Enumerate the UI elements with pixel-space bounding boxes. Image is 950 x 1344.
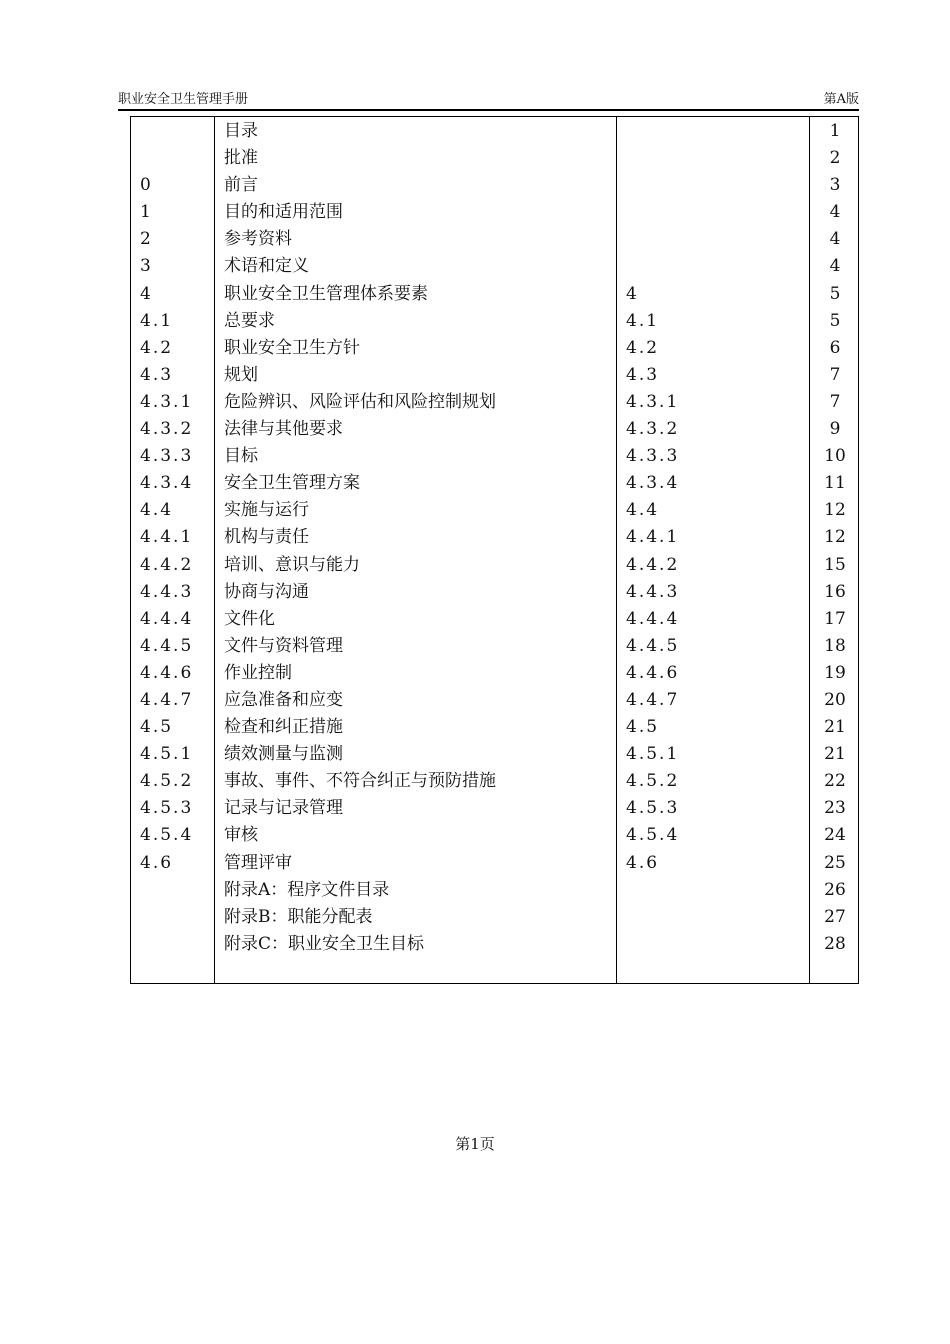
- toc-row: [131, 850, 858, 877]
- page-number-cell: 23: [824, 798, 846, 819]
- section-number: 4.3.4: [140, 473, 194, 494]
- section-title: 应急准备和应变: [224, 689, 343, 710]
- section-number: 4.1: [140, 310, 174, 331]
- toc-row: [131, 524, 858, 551]
- toc-row: [131, 172, 858, 199]
- section-number: 4.5.4: [140, 825, 194, 846]
- page-number-cell: 22: [824, 771, 846, 792]
- clause-reference: 4: [626, 283, 639, 304]
- section-title: 术语和定义: [224, 256, 309, 277]
- section-title: 安全卫生管理方案: [224, 473, 360, 494]
- toc-row: [131, 335, 858, 362]
- section-number: 4.6: [140, 852, 174, 873]
- page-number-cell: 27: [824, 906, 846, 927]
- page-number-cell: 9: [829, 419, 841, 440]
- page-number-cell: 1: [829, 121, 841, 141]
- toc-row: [131, 281, 858, 308]
- toc-row: [131, 795, 858, 822]
- section-number: 4.5.1: [140, 744, 194, 765]
- clause-reference: 4.5.2: [626, 771, 680, 792]
- clause-reference: 4.5.1: [626, 744, 680, 765]
- toc-row: [131, 714, 858, 741]
- toc-row: [131, 931, 858, 958]
- page-number-cell: 21: [824, 717, 846, 738]
- section-number: 4.4.7: [140, 689, 194, 710]
- clause-reference: 4.4.4: [626, 608, 680, 629]
- toc-row: [131, 362, 858, 389]
- toc-row: [131, 904, 858, 931]
- section-title: 规划: [224, 364, 258, 385]
- toc-row: [131, 768, 858, 795]
- toc-row: [131, 606, 858, 633]
- toc-row: [131, 443, 858, 470]
- page-number-cell: 12: [824, 500, 846, 521]
- section-title: 附录B：职能分配表: [224, 906, 373, 927]
- section-title: 法律与其他要求: [224, 419, 343, 440]
- page-number-cell: 4: [829, 202, 841, 223]
- section-number: 4.4.3: [140, 581, 194, 602]
- section-title: 危险辨识、风险评估和风险控制规划: [224, 391, 496, 412]
- section-title: 文件与资料管理: [224, 635, 343, 656]
- clause-reference: 4.3.2: [626, 419, 680, 440]
- page-header: [118, 90, 859, 109]
- section-title: 培训、意识与能力: [224, 554, 360, 575]
- clause-reference: 4.5.4: [626, 825, 680, 846]
- section-title: 附录A：程序文件目录: [224, 879, 390, 900]
- section-number: 4.4.2: [140, 554, 194, 575]
- clause-reference: 4.6: [626, 852, 660, 873]
- page-number-cell: 10: [824, 446, 846, 467]
- section-title: 文件化: [224, 608, 275, 629]
- toc-table: [130, 116, 859, 984]
- clause-reference: 4.4: [626, 500, 660, 521]
- clause-reference: 4.3.3: [626, 446, 680, 467]
- section-title: 协商与沟通: [224, 581, 309, 602]
- page-number-cell: 5: [829, 283, 841, 304]
- section-number: 4: [140, 283, 153, 304]
- section-title: 职业安全卫生管理体系要素: [224, 283, 428, 304]
- toc-row: [131, 145, 858, 172]
- toc-row: [131, 389, 858, 416]
- toc-row: [131, 118, 858, 145]
- section-number: 4.4.6: [140, 662, 194, 683]
- section-number: 1: [140, 202, 153, 223]
- section-number: 3: [140, 256, 153, 277]
- clause-reference: 4.3: [626, 364, 660, 385]
- toc-row: [131, 822, 858, 849]
- section-title: 批准: [224, 148, 258, 169]
- section-number: 4.4.5: [140, 635, 194, 656]
- page-number-cell: 4: [829, 229, 841, 250]
- page-number-cell: 26: [824, 879, 846, 900]
- toc-row: [131, 253, 858, 280]
- header-rule: [118, 109, 859, 111]
- section-title: 附录C：职业安全卫生目标: [224, 933, 425, 954]
- section-title: 机构与责任: [224, 527, 309, 548]
- section-number: 2: [140, 229, 153, 250]
- clause-reference: 4.4.5: [626, 635, 680, 656]
- section-number: 4.4.1: [140, 527, 194, 548]
- toc-row: [131, 877, 858, 904]
- section-number: 4.5.3: [140, 798, 194, 819]
- toc-row: [131, 199, 858, 226]
- page-number-cell: 20: [824, 689, 846, 710]
- page-number-cell: 18: [824, 635, 846, 656]
- section-number: 4.2: [140, 337, 174, 358]
- toc-row: [131, 308, 858, 335]
- section-number: 4.4.4: [140, 608, 194, 629]
- page-number-cell: 3: [829, 175, 841, 196]
- section-title: 目的和适用范围: [224, 202, 343, 223]
- section-title: 管理评审: [224, 852, 292, 873]
- page-number-cell: 28: [824, 933, 846, 954]
- clause-reference: 4.1: [626, 310, 660, 331]
- section-title: 参考资料: [224, 229, 292, 250]
- toc-row: [131, 470, 858, 497]
- section-title: 目标: [224, 446, 258, 467]
- page-number-cell: 2: [829, 148, 841, 169]
- page-number-cell: 4: [829, 256, 841, 277]
- toc-row: [131, 416, 858, 443]
- section-number: 4.3.1: [140, 391, 194, 412]
- section-title: 总要求: [224, 310, 275, 331]
- page-number-cell: 19: [824, 662, 846, 683]
- toc-row: [131, 226, 858, 253]
- page-number-cell: 12: [824, 527, 846, 548]
- section-title: 作业控制: [224, 662, 292, 683]
- clause-reference: 4.4.2: [626, 554, 680, 575]
- section-title: 审核: [224, 825, 258, 846]
- edition-label: 第A版: [823, 92, 859, 107]
- clause-reference: 4.2: [626, 337, 660, 358]
- toc-row: [131, 552, 858, 579]
- section-title: 记录与记录管理: [224, 798, 343, 819]
- clause-reference: 4.4.3: [626, 581, 680, 602]
- clause-reference: 4.4.7: [626, 689, 680, 710]
- toc-row: [131, 633, 858, 660]
- clause-reference: 4.4.6: [626, 662, 680, 683]
- page-number-cell: 11: [824, 473, 846, 494]
- toc-row: [131, 660, 858, 687]
- section-number: 4.5: [140, 717, 174, 738]
- section-number: 4.3.2: [140, 419, 194, 440]
- clause-reference: 4.3.4: [626, 473, 680, 494]
- section-number: 4.4: [140, 500, 174, 521]
- section-number: 0: [140, 175, 153, 196]
- page-number-cell: 16: [824, 581, 846, 602]
- toc-row: [131, 741, 858, 768]
- page-number-cell: 24: [824, 825, 846, 846]
- page-number-cell: 6: [829, 337, 841, 358]
- section-title: 绩效测量与监测: [224, 744, 343, 765]
- toc-row: [131, 579, 858, 606]
- clause-reference: 4.3.1: [626, 391, 680, 412]
- section-title: 事故、事件、不符合纠正与预防措施: [224, 771, 496, 792]
- page-number: 第1页: [455, 1135, 495, 1153]
- manual-title: 职业安全卫生管理手册: [118, 92, 249, 107]
- section-title: 职业安全卫生方针: [224, 337, 360, 358]
- page-number-cell: 17: [824, 608, 846, 629]
- page-number-cell: 25: [824, 852, 846, 873]
- section-number: 4.5.2: [140, 771, 194, 792]
- page-number-cell: 7: [829, 364, 841, 385]
- section-title: 前言: [224, 175, 258, 196]
- section-title: 实施与运行: [224, 500, 309, 521]
- clause-reference: 4.4.1: [626, 527, 680, 548]
- toc-row: [131, 497, 858, 524]
- toc-row: [131, 687, 858, 714]
- section-title: 目录: [224, 121, 258, 141]
- section-title: 检查和纠正措施: [224, 717, 343, 738]
- page-number-cell: 7: [829, 391, 841, 412]
- page-number-cell: 15: [824, 554, 846, 575]
- clause-reference: 4.5.3: [626, 798, 680, 819]
- page-number-cell: 5: [829, 310, 841, 331]
- section-number: 4.3.3: [140, 446, 194, 467]
- section-number: 4.3: [140, 364, 174, 385]
- page-number-cell: 21: [824, 744, 846, 765]
- toc-rows: [131, 118, 858, 958]
- clause-reference: 4.5: [626, 717, 660, 738]
